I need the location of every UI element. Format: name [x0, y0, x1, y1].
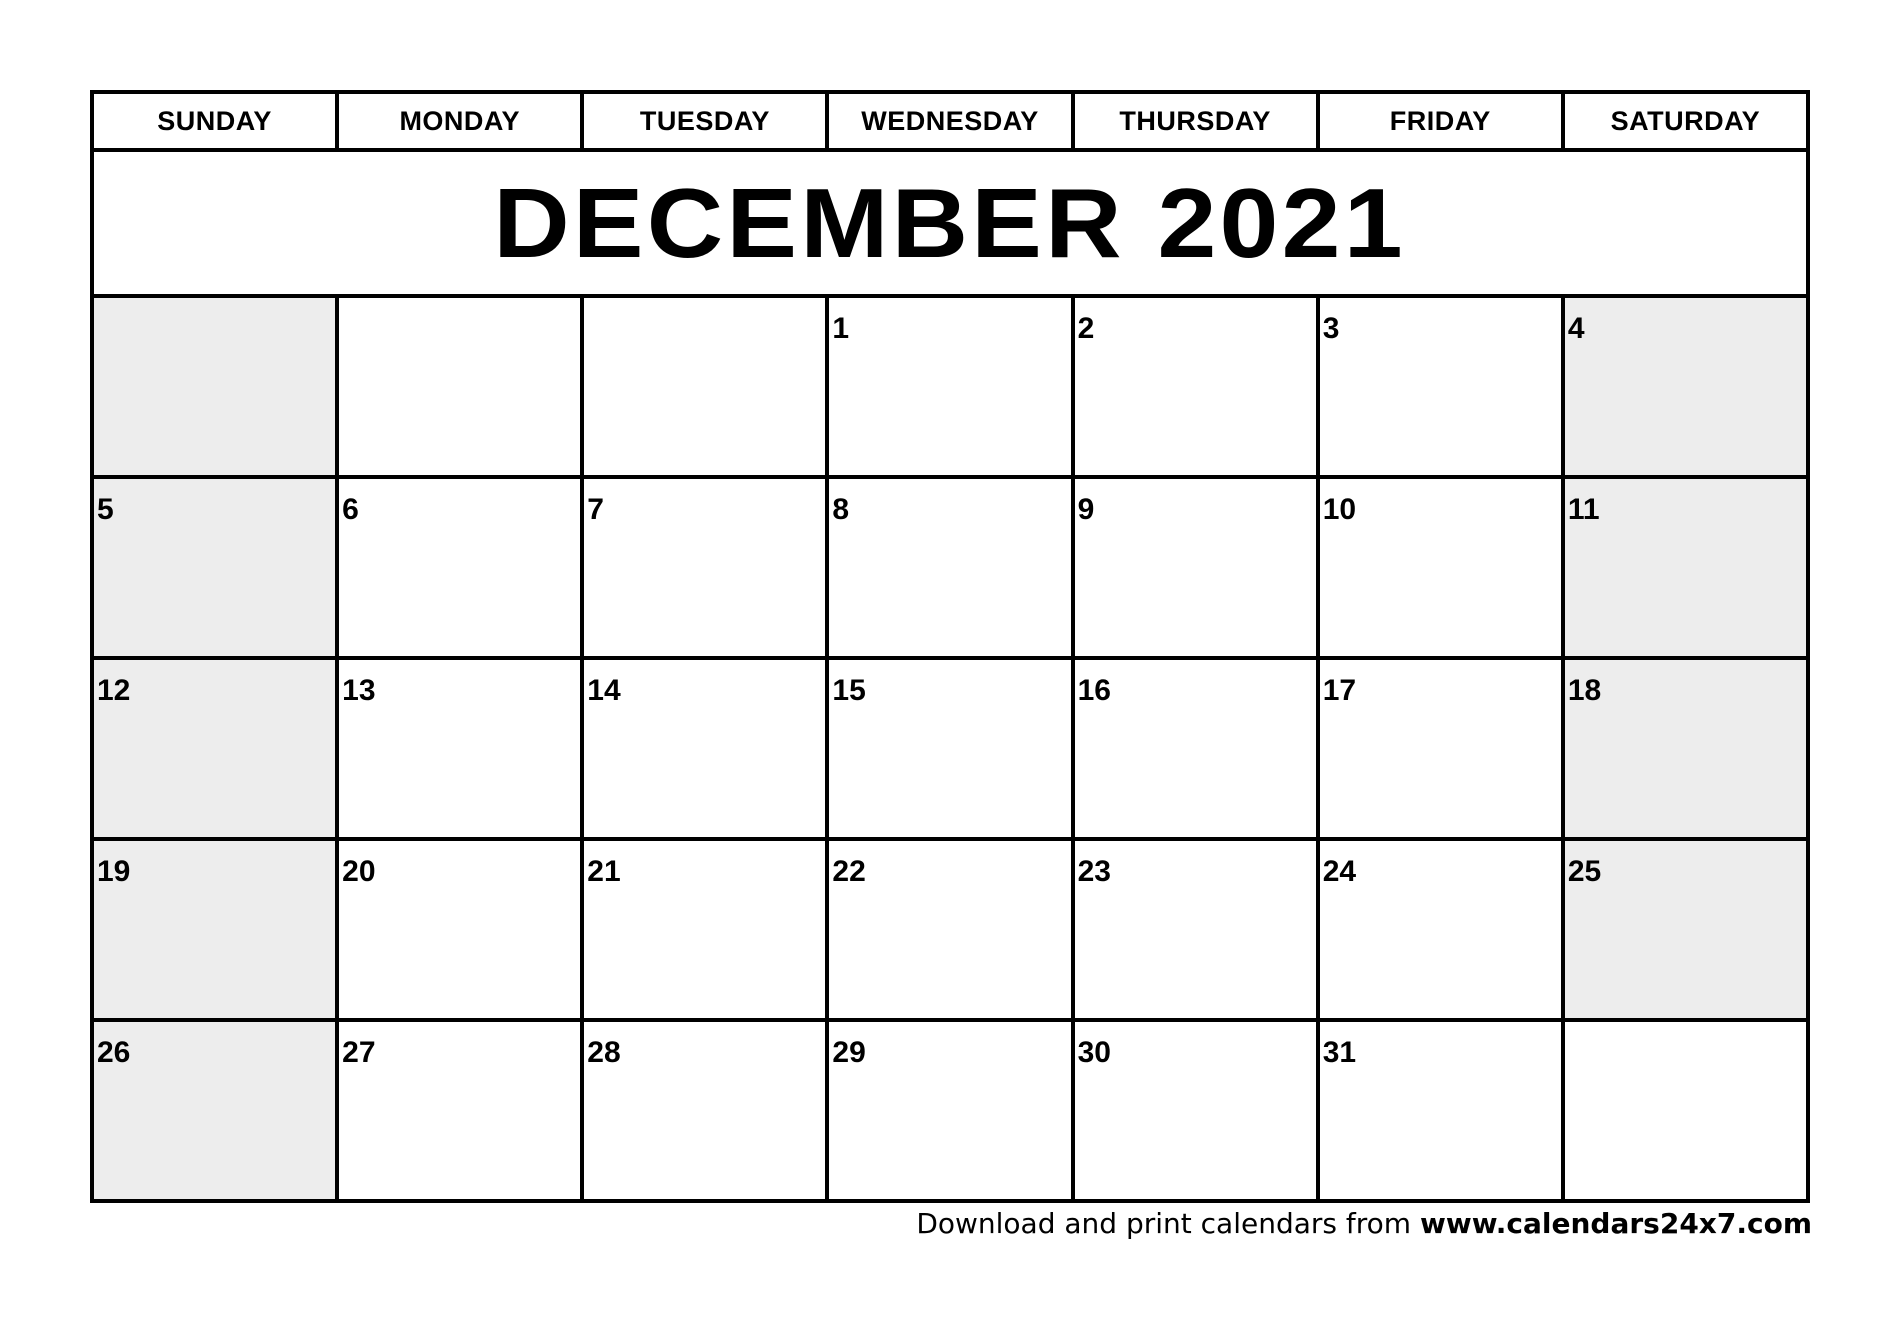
day-cell	[92, 658, 337, 839]
day-number: 26	[97, 1036, 131, 1069]
day-cell	[582, 296, 827, 477]
month-title-cell	[92, 150, 1808, 296]
day-cell	[827, 658, 1072, 839]
day-number: 21	[587, 855, 621, 888]
day-number: 4	[1567, 312, 1585, 345]
day-number: 1	[832, 312, 850, 345]
day-number: 14	[587, 674, 621, 707]
day-cell	[337, 296, 582, 477]
weekday-header-monday: MONDAY	[337, 92, 582, 150]
footer-credit	[916, 1207, 1812, 1240]
day-number: 8	[832, 493, 850, 526]
day-cell	[1563, 296, 1808, 477]
day-cell	[582, 658, 827, 839]
day-cell	[337, 477, 582, 658]
day-number: 2	[1077, 312, 1095, 345]
week-row-2	[92, 477, 1808, 658]
weekday-header-saturday: SATURDAY	[1563, 92, 1808, 150]
day-number: 31	[1322, 1036, 1357, 1069]
day-number: 25	[1567, 855, 1602, 888]
day-cell	[1318, 839, 1563, 1020]
day-cell	[1563, 658, 1808, 839]
day-cell	[92, 1020, 337, 1201]
day-cell	[582, 839, 827, 1020]
day-number: 5	[97, 493, 114, 526]
day-cell	[827, 1020, 1072, 1201]
day-cell	[1563, 1020, 1808, 1201]
day-cell	[1073, 296, 1318, 477]
day-cell	[1318, 658, 1563, 839]
day-number: 19	[97, 855, 131, 888]
weekday-header-row	[92, 92, 1808, 150]
week-row-4	[92, 839, 1808, 1020]
day-cell	[1073, 477, 1318, 658]
day-number: 24	[1322, 855, 1357, 888]
day-cell	[827, 296, 1072, 477]
day-number: 30	[1077, 1036, 1111, 1069]
month-title: DECEMBER 2021	[493, 167, 1407, 278]
day-number: 23	[1077, 855, 1111, 888]
weekday-header-friday: FRIDAY	[1318, 92, 1563, 150]
day-number: 17	[1322, 674, 1357, 707]
day-cell	[1073, 658, 1318, 839]
day-number: 22	[832, 855, 866, 888]
day-cell	[1318, 477, 1563, 658]
day-cell	[337, 839, 582, 1020]
day-number: 9	[1077, 493, 1095, 526]
day-number: 11	[1567, 493, 1600, 526]
day-cell	[92, 839, 337, 1020]
day-cell	[92, 296, 337, 477]
day-number: 10	[1322, 493, 1357, 526]
calendar-grid	[90, 90, 1810, 1203]
day-cell	[827, 839, 1072, 1020]
day-number: 13	[342, 674, 376, 707]
month-title-row	[92, 150, 1808, 296]
day-number: 28	[587, 1036, 621, 1069]
week-row-1	[92, 296, 1808, 477]
day-cell	[337, 658, 582, 839]
day-number: 7	[587, 493, 604, 526]
day-cell	[1563, 839, 1808, 1020]
day-number: 29	[832, 1036, 866, 1069]
week-row-3	[92, 658, 1808, 839]
day-cell	[337, 1020, 582, 1201]
weekday-header-thursday: THURSDAY	[1073, 92, 1318, 150]
weekday-header-wednesday: WEDNESDAY	[827, 92, 1072, 150]
day-cell	[1073, 1020, 1318, 1201]
footer-text: Download and print calendars from	[916, 1207, 1420, 1240]
footer-site-link[interactable]: www.calendars24x7.com	[1419, 1207, 1812, 1240]
weekday-header-sunday: SUNDAY	[92, 92, 337, 150]
day-cell	[582, 1020, 827, 1201]
day-cell	[582, 477, 827, 658]
day-cell	[1563, 477, 1808, 658]
day-number: 12	[97, 674, 131, 707]
day-cell	[827, 477, 1072, 658]
day-cell	[92, 477, 337, 658]
day-number: 15	[832, 674, 866, 707]
day-cell	[1318, 296, 1563, 477]
day-number: 16	[1077, 674, 1111, 707]
day-number: 3	[1322, 312, 1340, 345]
day-number: 27	[342, 1036, 376, 1069]
day-number: 18	[1567, 674, 1602, 707]
weekday-header-tuesday: TUESDAY	[582, 92, 827, 150]
day-cell	[1318, 1020, 1563, 1201]
day-number: 6	[342, 493, 359, 526]
day-cell	[1073, 839, 1318, 1020]
day-number: 20	[342, 855, 376, 888]
week-row-5	[92, 1020, 1808, 1201]
